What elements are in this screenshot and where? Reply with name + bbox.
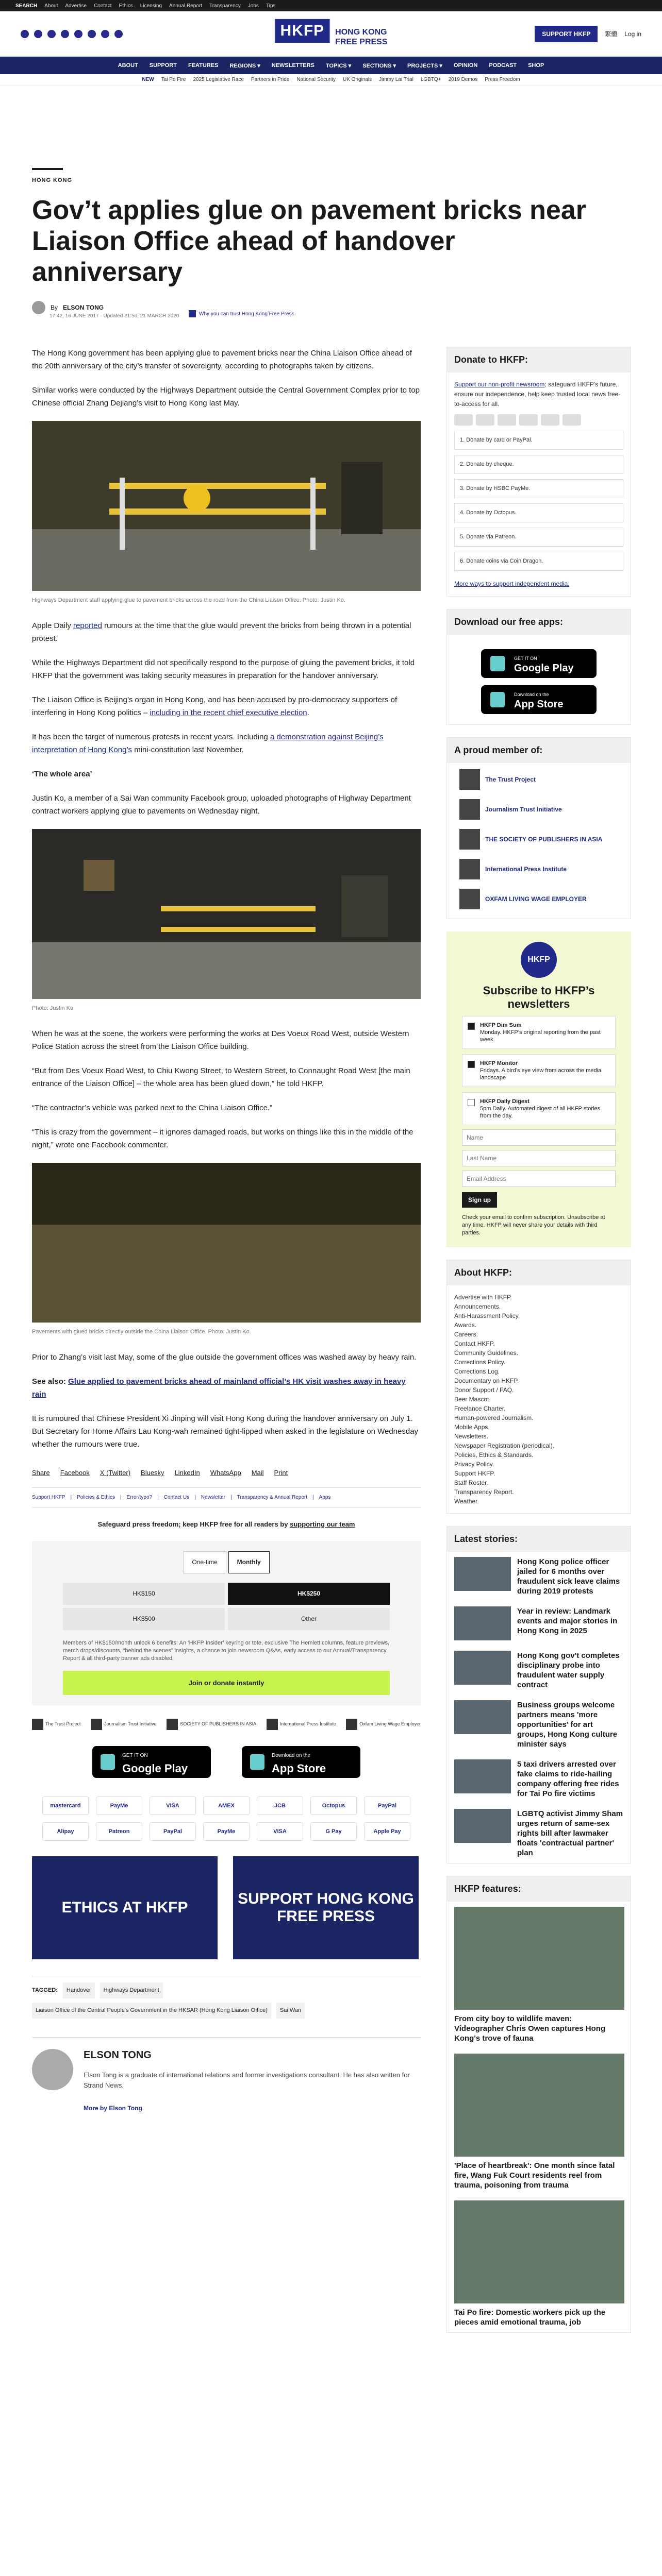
about-link[interactable]: Awards. xyxy=(454,1321,477,1329)
trust-project-logo[interactable]: The Trust Project xyxy=(32,1718,81,1731)
promo-banners xyxy=(32,1856,421,1959)
subheading: ‘The whole area’ xyxy=(32,770,92,778)
story-thumbnail xyxy=(454,1759,511,1793)
about-link[interactable]: Privacy Policy. xyxy=(454,1461,494,1468)
trust-link[interactable]: Why you can trust Hong Kong Free Press xyxy=(189,310,294,317)
see-also: See also: Glue applied to pavement bricks ahead of mainland official’s HK visit washes away in heavy rain xyxy=(32,1377,406,1399)
nav-item[interactable]: NEWSLETTERS xyxy=(271,62,315,69)
member-benefits: Members of HK$150/month unlock 6 benefits: An ‘HKFP Insider’ keyring or tote, exclusive The Hemlett columns, feature previews, merch drops/discounts, “behind the scenes” insights, a chance to join newsroom Q&As, early access to our Annual/Transparency Report & all third-party banner ads disabled. xyxy=(63,1640,389,1662)
by-label: By xyxy=(51,304,58,311)
paypal-icon xyxy=(519,414,538,426)
about-title: About HKFP: xyxy=(447,1260,631,1285)
utility-link[interactable]: Ethics xyxy=(119,3,133,9)
jcb-icon xyxy=(541,414,559,426)
author-bio xyxy=(32,2037,421,2115)
donate-box xyxy=(446,347,631,597)
trending-link[interactable]: Jimmy Lai Trial xyxy=(379,77,413,82)
feature-story[interactable] xyxy=(447,1902,631,2048)
newsletter-note: Check your email to confirm subscription. Unsubscribe at any time. HKFP will never share your details with third parties. xyxy=(462,1214,605,1236)
header-actions xyxy=(535,26,641,42)
trending-link[interactable]: 2025 Legislative Race xyxy=(193,77,244,82)
share-print[interactable]: Print xyxy=(274,1469,288,1477)
newsletter-option[interactable]: HKFP Dim Sum Monday. HKFP’s original reporting from the past week. xyxy=(462,1016,616,1049)
about-link[interactable]: Contact HKFP. xyxy=(454,1340,495,1347)
share-mail[interactable]: Mail xyxy=(251,1469,264,1477)
author-name[interactable]: ELSON TONG xyxy=(84,2049,152,2061)
nav-item[interactable]: SECTIONS ▾ xyxy=(362,62,396,69)
nav-item[interactable]: PODCAST xyxy=(489,62,517,69)
footer-link[interactable]: Apps xyxy=(319,1495,331,1500)
nav-item[interactable]: OPINION xyxy=(453,62,478,69)
feature-image xyxy=(454,2200,624,2303)
about-link[interactable]: Careers. xyxy=(454,1331,478,1338)
utility-link[interactable]: Jobs xyxy=(247,3,259,9)
apps-title: Download our free apps: xyxy=(447,609,631,635)
member-oxfam[interactable]: OXFAM LIVING WAGE EMPLOYER xyxy=(459,889,631,909)
one-time-option[interactable]: One-time xyxy=(183,1551,226,1573)
more-by-author-link[interactable]: More by Elson Tong xyxy=(84,2105,142,2112)
about-link[interactable]: Newsletters. xyxy=(454,1433,489,1440)
donate-option[interactable]: 6. Donate coins via Coin Dragon. xyxy=(454,552,623,571)
member-ipi[interactable]: International Press Institute xyxy=(459,859,631,879)
apple-pay-icon[interactable]: Apple Pay xyxy=(364,1822,410,1841)
amount-option[interactable]: HK$250 xyxy=(228,1583,390,1605)
email-field[interactable] xyxy=(462,1171,616,1187)
about-link[interactable]: Corrections Policy. xyxy=(454,1359,506,1366)
article-dates: 17:42, 16 JUNE 2017 · Updated 21:56, 21 MARCH 2020 Why you can trust Hong Kong Free Press xyxy=(49,311,294,319)
paragraph: The Liaison Office is Beijing’s organ in Hong Kong, and has been accused by pro-democracy supporters of interfering in Hong Kong politics – including in the recent chief executive election. xyxy=(32,696,398,717)
site-header xyxy=(0,11,662,57)
utility-link[interactable]: Licensing xyxy=(140,3,162,9)
amex-icon xyxy=(498,414,516,426)
google-play-badge[interactable]: GET IT ON Google Play xyxy=(92,1746,211,1778)
story-headline[interactable]: 5 taxi drivers arrested over fake claims to ride-hailing company offering free rides for Tai Po fire victims xyxy=(517,1760,619,1798)
tagged-label: TAGGED: xyxy=(32,1987,58,1993)
story-headline[interactable]: Business groups welcome partners means 'more opportunities' for art groups, Hong Kong culture minister says xyxy=(517,1701,618,1749)
payme-icon[interactable]: PayMe xyxy=(203,1822,250,1841)
donate-option[interactable]: 4. Donate by Octopus. xyxy=(454,503,623,522)
article-photo xyxy=(32,421,421,591)
pavement-illustration xyxy=(32,1163,421,1323)
article-footer-links: Support HKFP | Policies & Ethics | Error/typo? | Contact Us | Newsletter | Transparency & Annual Report | Apps xyxy=(32,1487,421,1507)
paragraph: “This is crazy from the government – it ignores damaged roads, but works on things like this in the middle of the night,” wrote one Facebook commenter. xyxy=(32,1128,413,1149)
ipi-icon xyxy=(459,859,480,879)
category-label[interactable]: HONG KONG xyxy=(32,168,63,183)
author-link[interactable]: ELSON TONG xyxy=(63,304,104,311)
payme-icon[interactable]: PayMe xyxy=(96,1797,142,1815)
about-list xyxy=(447,1285,631,1513)
amount-grid xyxy=(63,1583,390,1630)
language-link[interactable]: 繁體 xyxy=(605,30,618,38)
story-headline[interactable]: Hong Kong police officer jailed for 6 months over fraudulent sick leave claims during 2019 protests xyxy=(517,1557,620,1596)
youtube-icon[interactable] xyxy=(61,30,69,38)
site-logo[interactable] xyxy=(274,19,387,56)
google-pay-icon[interactable]: G Pay xyxy=(310,1822,357,1841)
features-title: HKFP features: xyxy=(447,1876,631,1902)
feature-headline[interactable]: Tai Po fire: Domestic workers pick up the pieces amid emotional trauma, job xyxy=(454,2308,606,2327)
app-store-badge[interactable]: Download on the App Store xyxy=(242,1746,360,1778)
about-link[interactable]: Freelance Charter. xyxy=(454,1405,506,1412)
membership-logos xyxy=(32,1718,421,1731)
join-button[interactable]: Join or donate instantly xyxy=(63,1671,390,1695)
logo-box: HKFP xyxy=(274,19,330,43)
about-link[interactable]: Community Guidelines. xyxy=(454,1349,519,1357)
about-link[interactable]: Transparency Report. xyxy=(454,1488,514,1496)
trending-link[interactable]: 2019 Demos xyxy=(448,77,478,82)
paypal-icon[interactable]: PayPal xyxy=(150,1822,196,1841)
newsletter-title: Subscribe to HKFP’s newsletters xyxy=(483,984,595,1010)
feature-headline[interactable]: 'Place of heartbreak': One month since fatal fire, Wang Fuk Court residents reel from trauma, poisoning from trauma xyxy=(454,2161,615,2190)
donate-option[interactable]: 2. Donate by cheque. xyxy=(454,455,623,474)
story-headline[interactable]: Year in review: Landmark events and major stories in Hong Kong in 2025 xyxy=(517,1607,618,1635)
logo-text: HONG KONG FREE PRESS xyxy=(335,28,388,46)
footer-link[interactable]: Support HKFP xyxy=(32,1495,65,1500)
paragraph: Apple Daily reported rumours at the time that the glue would prevent the bricks from being thrown in a potential protest. xyxy=(32,621,411,643)
new-badge: NEW xyxy=(142,77,154,82)
shield-icon xyxy=(189,310,196,317)
ipi-logo[interactable]: International Press Institute xyxy=(267,1718,336,1731)
alipay-icon[interactable]: Alipay xyxy=(42,1822,89,1841)
share-whatsapp[interactable]: WhatsApp xyxy=(210,1469,241,1477)
share-label: Share xyxy=(32,1469,50,1477)
ethics-banner[interactable]: ETHICS AT HKFP xyxy=(32,1856,218,1959)
app-store-badge[interactable]: Download on the App Store xyxy=(481,685,597,714)
story-headline[interactable]: LGBTQ activist Jimmy Sham urges return of same-sex rights bill after lawmaker floats 'contractual partner' plan xyxy=(517,1809,623,1857)
member-trust-project[interactable]: The Trust Project xyxy=(459,769,631,790)
utility-link[interactable]: Contact xyxy=(94,3,112,9)
share-x[interactable]: X (Twitter) xyxy=(100,1469,131,1477)
photo-caption: Photo: Justin Ko. xyxy=(32,1005,75,1011)
about-link[interactable]: Beer Mascot. xyxy=(454,1396,491,1403)
reported-link[interactable]: reported xyxy=(73,621,102,630)
sign-up-button[interactable]: Sign up xyxy=(462,1192,497,1208)
support-cta: Safeguard press freedom; keep HKFP free for all readers by supporting our team xyxy=(97,1520,355,1528)
feature-story[interactable] xyxy=(447,2048,631,2195)
checkbox-icon xyxy=(468,1099,475,1106)
trending-link[interactable]: Partners in Pride xyxy=(251,77,290,82)
story-thumbnail xyxy=(454,1700,511,1734)
donate-link[interactable]: Support our non-profit newsroom; xyxy=(454,381,547,388)
support-team-link[interactable]: supporting our team xyxy=(290,1520,355,1528)
author-avatar xyxy=(32,301,45,314)
mastercard-icon xyxy=(476,414,494,426)
utility-link[interactable]: Annual Report xyxy=(169,3,202,9)
paragraph: “But from Des Voeux Road West, to Chiu Kwong Street, to Western Street, to Connaught Road West [the main entrance of the Liaison Office] – the whole area has been glued down,” he told HKFP. xyxy=(32,1066,410,1088)
about-link[interactable]: Support HKFP. xyxy=(454,1470,495,1477)
more-ways-link[interactable]: More ways to support independent media. xyxy=(454,580,570,587)
feature-image xyxy=(454,2054,624,2157)
election-link[interactable]: including in the recent chief executive election xyxy=(150,708,307,717)
latest-story[interactable] xyxy=(447,1552,631,1601)
support-banner[interactable]: SUPPORT HONG KONG FREE PRESS xyxy=(233,1856,419,1959)
about-link[interactable]: Human-powered Journalism. xyxy=(454,1414,534,1421)
checkbox-icon xyxy=(468,1023,475,1030)
story-headline[interactable]: Hong Kong gov't completes disciplinary probe into fraudulent water supply contract xyxy=(517,1651,620,1689)
paragraph: Prior to Zhang’s visit last May, some of the glue outside the government offices was washed away by heavy rain. xyxy=(32,1353,417,1362)
latest-story[interactable] xyxy=(447,1804,631,1863)
see-also-link[interactable]: Glue applied to pavement bricks ahead of mainland official’s HK visit washes away in heavy rain xyxy=(32,1377,406,1399)
linkedin-icon[interactable] xyxy=(114,30,123,38)
latest-story[interactable] xyxy=(447,1695,631,1754)
mastercard-icon[interactable]: mastercard xyxy=(42,1797,89,1815)
jcb-icon[interactable]: JCB xyxy=(257,1797,303,1815)
paragraph: Justin Ko, a member of a Sai Wan community Facebook group, uploaded photographs of Highway Department contract workers applying glue to pavements on Wednesday night. xyxy=(32,794,411,816)
octopus-icon[interactable]: Octopus xyxy=(310,1797,357,1815)
sidebar xyxy=(446,347,631,2345)
article-wrapper xyxy=(0,168,662,2345)
paragraph: It has been the target of numerous protests in recent years. Including a demonstration against Beijing’s interpretation of Hong Kong’s mini-constitution last November. xyxy=(32,733,384,754)
latest-story[interactable] xyxy=(447,1754,631,1804)
search-link[interactable]: SEARCH xyxy=(15,3,38,9)
member-sopa[interactable]: THE SOCIETY OF PUBLISHERS IN ASIA xyxy=(459,829,631,850)
amount-option[interactable]: HK$500 xyxy=(63,1608,225,1630)
newsletter-option[interactable]: HKFP Monitor Fridays. A bird’s eye view from across the media landscape xyxy=(462,1054,616,1087)
article-body xyxy=(32,347,421,2345)
frequency-toggle xyxy=(63,1551,390,1573)
trust-project-icon xyxy=(459,769,480,790)
donate-payment-icons xyxy=(454,414,623,426)
tag[interactable]: Handover xyxy=(63,1982,95,1998)
sopa-icon xyxy=(459,829,480,850)
share-bluesky[interactable]: Bluesky xyxy=(141,1469,164,1477)
nav-item[interactable]: TOPICS ▾ xyxy=(325,62,352,69)
google-play-badge[interactable]: GET IT ON Google Play xyxy=(481,649,597,678)
member-box xyxy=(446,737,631,919)
footer-link[interactable]: Newsletter xyxy=(201,1495,226,1500)
about-link[interactable]: Anti-Harassment Policy. xyxy=(454,1312,520,1319)
donate-option[interactable]: 1. Donate by card or PayPal. xyxy=(454,431,623,450)
login-link[interactable]: Log in xyxy=(624,30,641,38)
trending-link[interactable]: National Security xyxy=(296,77,336,82)
latest-story[interactable] xyxy=(447,1601,631,1646)
nav-item[interactable]: PROJECTS ▾ xyxy=(407,62,442,69)
donate-text: safeguard HKFP’s future, ensure our independence, help keep trusted local news free-to-access for all. xyxy=(454,381,621,408)
feature-headline[interactable]: From city boy to wildlife maven: Videographer Chris Owen captures Hong Kong's trove of fauna xyxy=(454,2014,606,2043)
story-thumbnail xyxy=(454,1606,511,1640)
trending-link[interactable]: UK Originals xyxy=(342,77,372,82)
article-photo xyxy=(32,829,421,999)
oxfam-icon xyxy=(459,889,480,909)
paragraph: “The contractor’s vehicle was parked next to the China Liaison Office.” xyxy=(32,1104,273,1112)
about-link[interactable]: Advertise with HKFP. xyxy=(454,1294,512,1301)
paragraph: It is rumoured that Chinese President Xi Jinping will visit Hong Kong during the handover anniversary on July 1. But Secretary for Home Affairs Lau Kong-wah remained tight-lipped when asked in the legislature on Wednesday whether the rumours were true. xyxy=(32,1414,419,1449)
paragraph: The Hong Kong government has been applying glue to pavement bricks near the China Liaison Office ahead of the 20th anniversary of the city’s transfer of sovereignty, according to photographs taken by citizens. xyxy=(32,349,412,370)
latest-title: Latest stories: xyxy=(447,1527,631,1552)
telegram-icon[interactable] xyxy=(74,30,82,38)
feature-image xyxy=(454,1907,624,2010)
share-facebook[interactable]: Facebook xyxy=(60,1469,90,1477)
author-photo xyxy=(32,2049,73,2090)
about-box xyxy=(446,1260,631,1514)
visa-icon[interactable]: VISA xyxy=(257,1822,303,1841)
content-columns xyxy=(32,347,630,2345)
visa-icon xyxy=(454,414,473,426)
visa-icon[interactable]: VISA xyxy=(150,1797,196,1815)
unionpay-icon xyxy=(562,414,581,426)
newsletter-option[interactable]: HKFP Daily Digest 5pm Daily. Automated digest of all HKFP stories from the day. xyxy=(462,1092,616,1125)
about-link[interactable]: Donor Support / FAQ. xyxy=(454,1386,514,1394)
latest-list xyxy=(447,1552,631,1863)
amount-option[interactable]: HK$150 xyxy=(63,1583,225,1605)
footer-link[interactable]: Error/typo? xyxy=(126,1495,153,1500)
about-link[interactable]: Announcements. xyxy=(454,1303,501,1310)
utility-link[interactable]: About xyxy=(44,3,58,9)
utility-link[interactable]: Advertise xyxy=(65,3,87,9)
feature-story[interactable] xyxy=(447,2195,631,2332)
photo-caption: Highways Department staff applying glue to pavement bricks across the road from the China Liaison Office. Photo: Justin Ko. xyxy=(32,597,345,603)
trending-bar xyxy=(0,74,662,86)
donate-title: Donate to HKFP: xyxy=(447,347,631,372)
tag-list xyxy=(32,1976,421,1998)
member-title: A proud member of: xyxy=(447,738,631,763)
threads-icon[interactable] xyxy=(88,30,96,38)
demonstration-link[interactable]: a demonstration against Beijing’s interpretation of Hong Kong’s xyxy=(32,733,384,754)
facebook-icon[interactable] xyxy=(21,30,29,38)
trending-link[interactable]: Tai Po Fire xyxy=(161,77,186,82)
footer-link[interactable]: Transparency & Annual Report xyxy=(237,1495,308,1500)
payment-methods xyxy=(32,1797,421,1841)
monthly-option[interactable]: Monthly xyxy=(228,1551,270,1573)
jti-icon xyxy=(459,799,480,820)
x-icon[interactable] xyxy=(34,30,42,38)
story-thumbnail xyxy=(454,1809,511,1843)
tag[interactable]: Highways Department xyxy=(100,1982,163,1998)
night-street-illustration xyxy=(32,829,421,999)
about-link[interactable]: Staff Roster. xyxy=(454,1479,488,1486)
utility-bar xyxy=(0,0,662,11)
name-field[interactable] xyxy=(462,1129,616,1146)
newsletter-box xyxy=(446,931,631,1247)
trending-link[interactable]: Press Freedom xyxy=(485,77,520,82)
sopa-logo[interactable]: SOCIETY OF PUBLISHERS IN ASIA xyxy=(167,1718,256,1731)
hkfp-seal: HKFP xyxy=(521,942,557,978)
donate-option[interactable]: 3. Donate by HSBC PayMe. xyxy=(454,479,623,498)
utility-link[interactable]: Tips xyxy=(266,3,276,9)
last-name-field[interactable] xyxy=(462,1150,616,1166)
paypal-icon[interactable]: PayPal xyxy=(364,1797,410,1815)
bluesky-icon[interactable] xyxy=(101,30,109,38)
app-store-badges xyxy=(32,1746,421,1778)
donate-option[interactable]: 5. Donate via Patreon. xyxy=(454,528,623,547)
member-jti[interactable]: Journalism Trust Initiative xyxy=(459,799,631,820)
features-box xyxy=(446,1876,631,2333)
nav-item[interactable]: ABOUT xyxy=(118,62,138,69)
utility-link[interactable]: Transparency xyxy=(209,3,241,9)
amex-icon[interactable]: AMEX xyxy=(203,1797,250,1815)
donation-widget xyxy=(32,1541,421,1705)
tag[interactable]: Sai Wan xyxy=(276,2003,305,2019)
nav-item[interactable]: REGIONS ▾ xyxy=(229,62,260,69)
article-photo xyxy=(32,1163,421,1323)
about-link[interactable]: Corrections Log. xyxy=(454,1368,500,1375)
checkbox-icon xyxy=(468,1061,475,1068)
paragraph: When he was at the scene, the workers were performing the works at Des Voeux Road West, outside Western Police Station across the street from the Liaison Office building. xyxy=(32,1029,409,1051)
share-linkedin[interactable]: LinkedIn xyxy=(174,1469,200,1477)
article-title: Gov’t applies glue on pavement bricks near Liaison Office ahead of handover anniversary xyxy=(32,195,586,287)
about-link[interactable]: Newspaper Registration (periodical). xyxy=(454,1442,555,1449)
latest-box xyxy=(446,1526,631,1863)
patreon-icon[interactable]: Patreon xyxy=(96,1822,142,1841)
trending-link[interactable]: LGBTQ+ xyxy=(420,77,441,82)
about-link[interactable]: Weather. xyxy=(454,1498,479,1505)
features-list xyxy=(447,1902,631,2332)
social-links xyxy=(21,30,123,38)
oxfam-logo[interactable]: Oxfam Living Wage Employer xyxy=(346,1718,421,1731)
amount-other[interactable]: Other xyxy=(228,1608,390,1630)
about-link[interactable]: Policies, Ethics & Standards. xyxy=(454,1451,534,1459)
story-thumbnail xyxy=(454,1557,511,1591)
paragraph: While the Highways Department did not specifically respond to the purpose of gluing the pavement bricks, it told HKFP that the government was taking security measures in preparation for the handover anniversary. xyxy=(32,658,415,680)
nav-item[interactable]: SHOP xyxy=(528,62,544,69)
footer-link[interactable]: Policies & Ethics xyxy=(77,1495,115,1500)
about-link[interactable]: Mobile Apps. xyxy=(454,1423,490,1431)
footer-link[interactable]: Contact Us xyxy=(163,1495,190,1500)
share-bar xyxy=(32,1466,421,1479)
nav-item[interactable]: FEATURES xyxy=(188,62,219,69)
apps-box xyxy=(446,609,631,725)
jti-logo[interactable]: Journalism Trust Initiative xyxy=(91,1718,157,1731)
latest-story[interactable] xyxy=(447,1646,631,1695)
author-description: Elson Tong is a graduate of international relations and former investigations consultant. He has also written for Strand News. xyxy=(84,2071,410,2089)
support-button[interactable]: SUPPORT HKFP xyxy=(535,26,598,42)
paragraph: Similar works were conducted by the Highways Department outside the Central Government Complex prior to top Chinese official Zhang Dejiang’s visit to Hong Kong last May. xyxy=(32,386,420,408)
story-thumbnail xyxy=(454,1651,511,1685)
barrier-photo-illustration xyxy=(32,421,421,591)
nav-item[interactable]: SUPPORT xyxy=(149,62,177,69)
tag[interactable]: Liaison Office of the Central People's Government in the HKSAR (Hong Kong Liaison Office) xyxy=(32,2003,271,2019)
main-nav xyxy=(0,57,662,74)
donate-options xyxy=(454,431,623,571)
instagram-icon[interactable] xyxy=(47,30,56,38)
about-link[interactable]: Documentary on HKFP. xyxy=(454,1377,519,1384)
photo-caption: Pavements with glued bricks directly outside the China Liaison Office. Photo: Justin Ko. xyxy=(32,1329,251,1335)
tag-list-row2 xyxy=(32,2003,421,2019)
